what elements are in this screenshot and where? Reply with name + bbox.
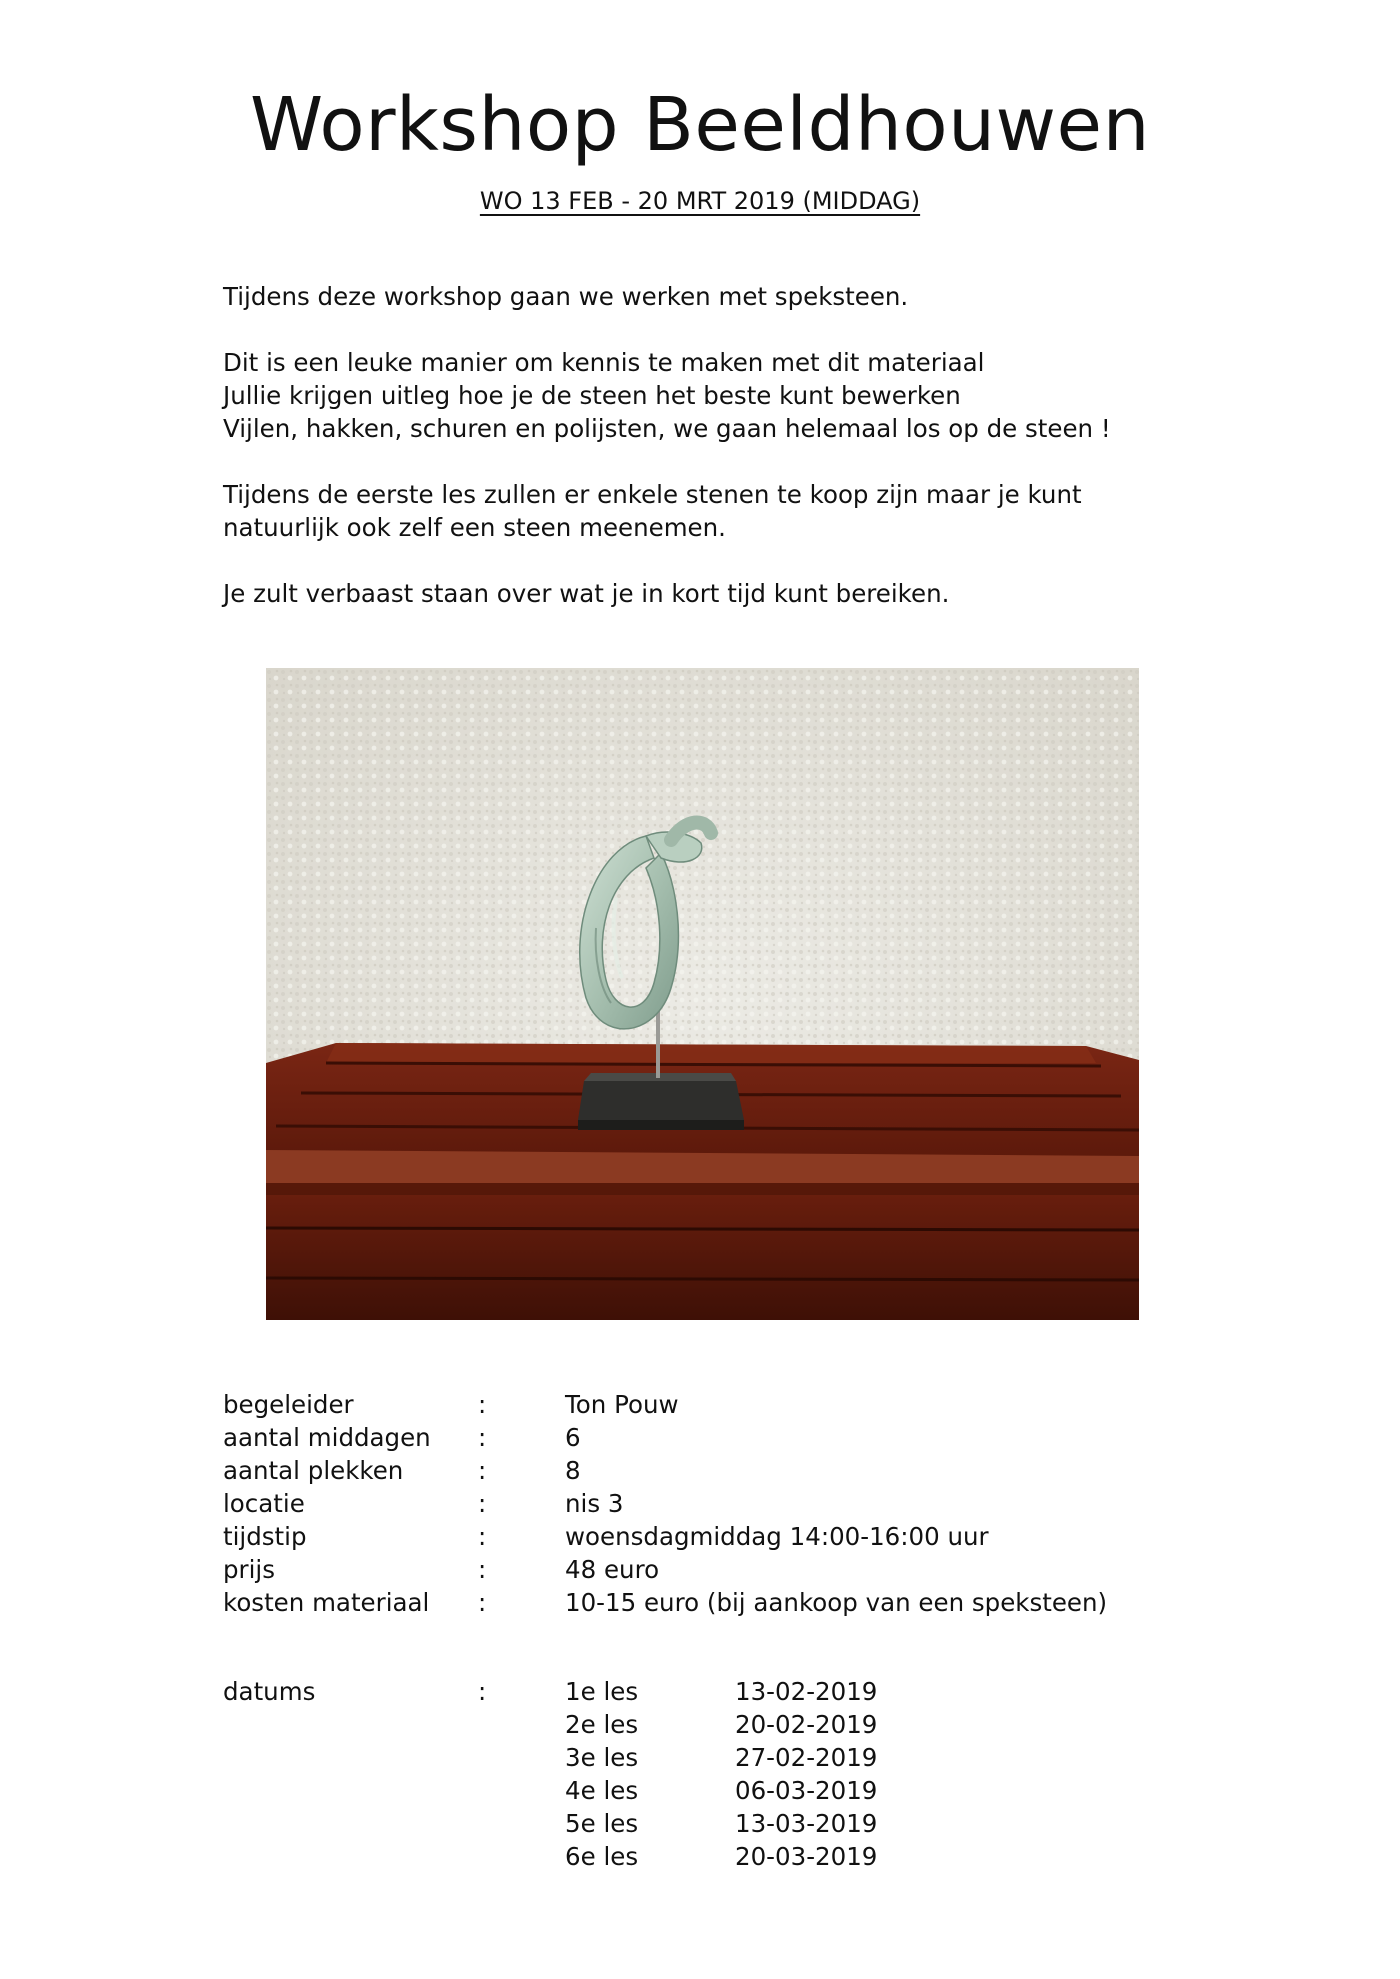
intro-paragraph	[223, 577, 1223, 610]
intro-line: Je zult verbaast staan over wat je in kort tijd kunt bereiken.	[223, 579, 950, 608]
dates-label: datums	[223, 1677, 316, 1706]
intro-line: Vijlen, hakken, schuren en polijsten, we gaan helemaal los op de steen !	[223, 414, 1111, 443]
intro-paragraph	[223, 478, 1223, 544]
detail-value: woensdagmiddag 14:00-16:00 uur	[565, 1522, 989, 1551]
lesson-date: 13-03-2019	[735, 1809, 878, 1838]
detail-label: prijs	[223, 1555, 276, 1584]
lesson-label: 6e les	[565, 1842, 639, 1871]
lesson-label: 5e les	[565, 1809, 639, 1838]
detail-separator: :	[478, 1588, 487, 1617]
detail-value: 48 euro	[565, 1555, 660, 1584]
detail-value: 10-15 euro (bij aankoop van een speksteen)	[565, 1588, 1108, 1617]
lesson-label: 2e les	[565, 1710, 639, 1739]
detail-separator: :	[478, 1456, 487, 1485]
detail-label: tijdstip	[223, 1522, 307, 1551]
page-title: Workshop Beeldhouwen	[250, 82, 1150, 168]
detail-separator: :	[478, 1489, 487, 1518]
detail-label: aantal plekken	[223, 1456, 404, 1485]
date-range: WO 13 FEB - 20 MRT 2019 (MIDDAG)	[479, 187, 921, 215]
lesson-label: 4e les	[565, 1776, 639, 1805]
detail-label: locatie	[223, 1489, 305, 1518]
lesson-label: 3e les	[565, 1743, 639, 1772]
lesson-date: 20-03-2019	[735, 1842, 878, 1871]
lesson-date: 27-02-2019	[735, 1743, 878, 1772]
intro-line: Tijdens deze workshop gaan we werken met speksteen.	[223, 282, 909, 311]
detail-value: 6	[565, 1423, 581, 1452]
detail-label: aantal middagen	[223, 1423, 431, 1452]
lesson-date: 13-02-2019	[735, 1677, 878, 1706]
detail-separator: :	[478, 1555, 487, 1584]
lesson-label: 1e les	[565, 1677, 639, 1706]
intro-paragraph	[223, 280, 1223, 313]
detail-value: nis 3	[565, 1489, 624, 1518]
lesson-date: 06-03-2019	[735, 1776, 878, 1805]
lesson-date: 20-02-2019	[735, 1710, 878, 1739]
dates-separator: :	[478, 1677, 487, 1706]
detail-value: Ton Pouw	[565, 1390, 679, 1419]
detail-separator: :	[478, 1522, 487, 1551]
detail-label: begeleider	[223, 1390, 354, 1419]
intro-paragraph	[223, 346, 1223, 445]
detail-value: 8	[565, 1456, 581, 1485]
intro-line: Tijdens de eerste les zullen er enkele stenen te koop zijn maar je kunt	[223, 480, 1082, 509]
intro-line: Jullie krijgen uitleg hoe je de steen het beste kunt bewerken	[223, 381, 961, 410]
detail-separator: :	[478, 1390, 487, 1419]
intro-line: Dit is een leuke manier om kennis te maken met dit materiaal	[223, 348, 985, 377]
detail-separator: :	[478, 1423, 487, 1452]
soapstone-sculpture-image	[266, 668, 1139, 1320]
intro-line: natuurlijk ook zelf een steen meenemen.	[223, 513, 726, 542]
page-subtitle	[0, 185, 1400, 217]
detail-label: kosten materiaal	[223, 1588, 430, 1617]
sculpture-photo	[266, 668, 1139, 1320]
intro-text	[223, 280, 1223, 643]
